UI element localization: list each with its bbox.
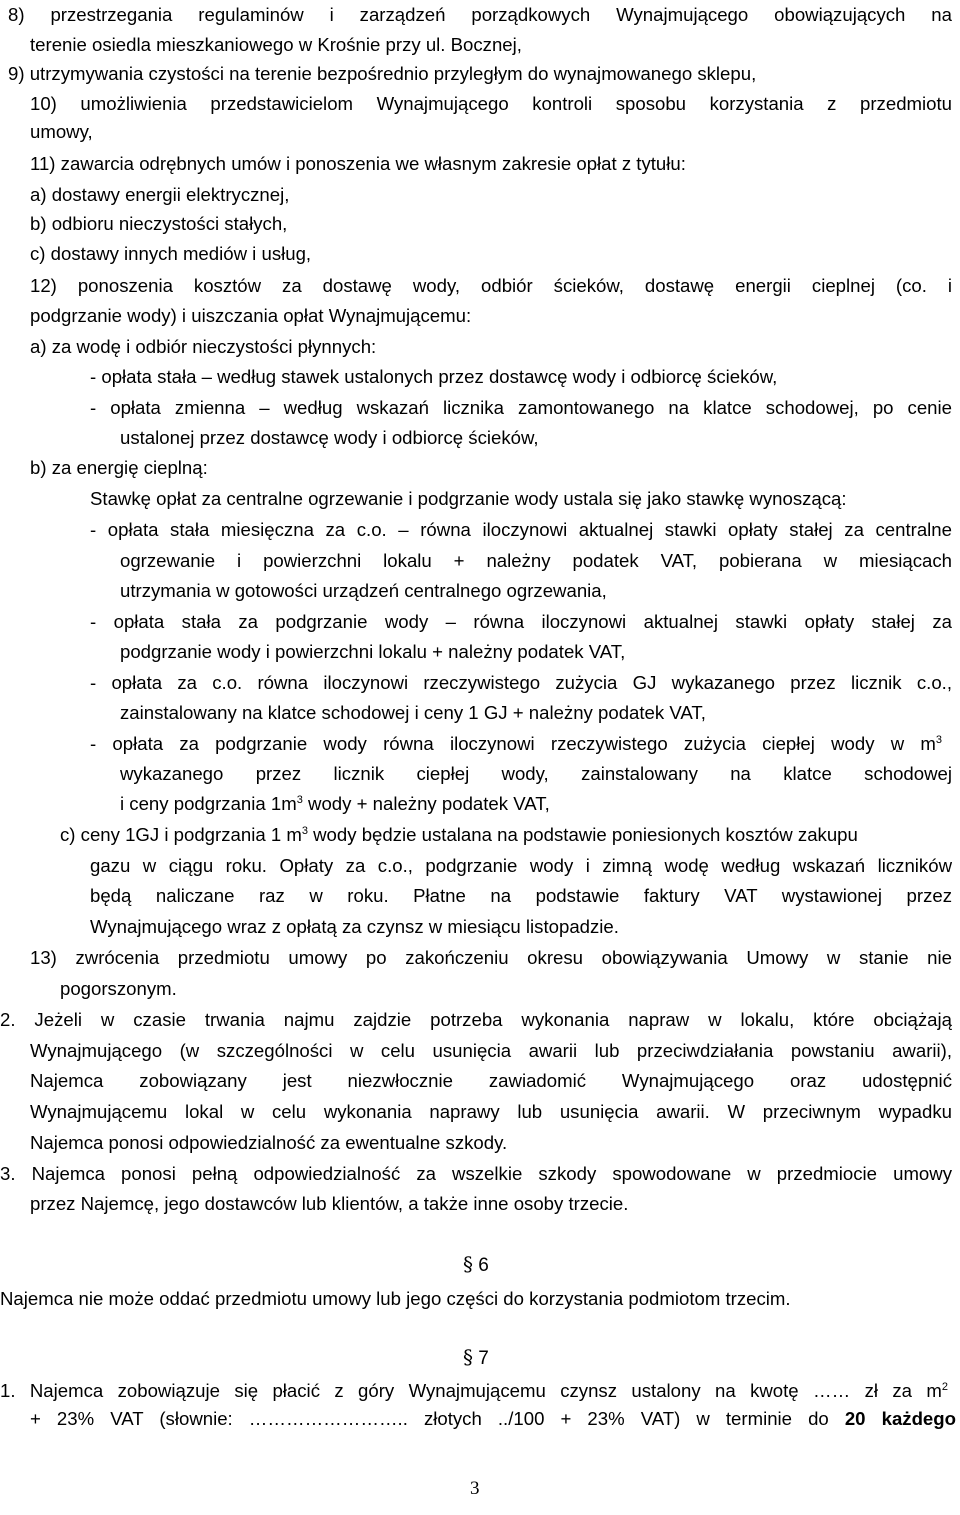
- text-line: b) odbioru nieczystości stałych,: [30, 213, 288, 234]
- text-line: - opłata za c.o. równa iloczynowi rzeczywistego zużycia GJ wykazanego przez licznik c.o.,: [90, 672, 952, 693]
- section-7-line-2: + 23% VAT (słownie: …………………….. złotych ../100 + 23% VAT) w terminie do 20 każdego: [30, 1408, 956, 1429]
- text-line: c) dostawy innych mediów i usług,: [30, 243, 312, 264]
- text-line: pogorszonym.: [60, 978, 177, 999]
- text-line: 8) przestrzegania regulaminów i zarządzeń porządkowych Wynajmującego obowiązujących na: [8, 4, 952, 25]
- text-line: 3. Najemca ponosi pełną odpowiedzialność za wszelkie szkody spowodowane w przedmiocie umowy: [0, 1163, 952, 1184]
- section-7-line-1: 1. Najemca zobowiązuje się płacić z góry Wynajmującemu czynsz ustalony na kwotę …… zł za $m^2$: [0, 1380, 948, 1401]
- text-line: - opłata za podgrzanie wody równa iloczynowi rzeczywistego zużycia ciepłej wody w $m^3$: [90, 733, 942, 754]
- text-line: będą naliczane raz w roku. Płatne na podstawie faktury VAT wystawionej przez: [90, 885, 952, 906]
- text-line: przez Najemcę, jego dostawców lub klientów, a także inne osoby trzecie.: [30, 1193, 629, 1214]
- text-line: 13) zwrócenia przedmiotu umowy po zakończeniu okresu obowiązywania Umowy w stanie nie: [30, 947, 952, 968]
- text-line: Najemca ponosi odpowiedzialność za ewentualne szkody.: [30, 1132, 508, 1153]
- text-line: a) za wodę i odbiór nieczystości płynnych:: [30, 336, 377, 357]
- text-line: i ceny podgrzania $1m^3$ wody + należny podatek VAT,: [120, 793, 550, 814]
- text-line: 2. Jeżeli w czasie trwania najmu zajdzie potrzeba wykonania napraw w lokalu, które obciążają: [0, 1009, 952, 1030]
- text-line: wykazanego przez licznik ciepłej wody, zainstalowany na klatce schodowej: [120, 763, 952, 784]
- section-7-heading: § 7: [463, 1345, 489, 1369]
- text-line: Wynajmującego (w szczególności w celu usunięcia awarii lub przeciwdziałania powstaniu awarii),: [30, 1040, 952, 1061]
- text-line: - opłata stała miesięczna za c.o. – równa iloczynowi aktualnej stawki opłaty stałej za centralne: [90, 519, 952, 540]
- text-line: utrzymania w gotowości urządzeń centralnego ogrzewania,: [120, 580, 607, 601]
- text-line: umowy,: [30, 121, 93, 142]
- text-line: 12) ponoszenia kosztów za dostawę wody, odbiór ścieków, dostawę energii cieplnej (co. i: [30, 275, 952, 296]
- text-line: Wynajmującego wraz z opłatą za czynsz w miesiącu listopadzie.: [90, 916, 619, 937]
- section-6-heading: § 6: [463, 1252, 489, 1276]
- text-line: podgrzanie wody) i uiszczania opłat Wynajmującemu:: [30, 305, 472, 326]
- text-line: b) za energię cieplną:: [30, 457, 208, 478]
- text-line: - opłata stała za podgrzanie wody – równa iloczynowi aktualnej stawki opłaty stałej za: [90, 611, 952, 632]
- text-line: podgrzanie wody i powierzchni lokalu + należny podatek VAT,: [120, 641, 626, 662]
- text-line: ustalonej przez dostawcę wody i odbiorcę ścieków,: [120, 427, 539, 448]
- text-line: 9) utrzymywania czystości na terenie bezpośrednio przyległym do wynajmowanego sklepu,: [8, 63, 757, 84]
- text-line: c) ceny 1GJ i podgrzania 1 $m^3$ wody będzie ustalana na podstawie poniesionych kosztów zakupu: [60, 824, 858, 845]
- text-line: 10) umożliwienia przedstawicielom Wynajmującego kontroli sposobu korzystania z przedmiotu: [30, 93, 952, 114]
- text-line: - opłata stała – według stawek ustalonych przez dostawcę wody i odbiorcę ścieków,: [90, 366, 778, 387]
- text-line: gazu w ciągu roku. Opłaty za c.o., podgrzanie wody i zimną wodę według wskazań liczników: [90, 855, 952, 876]
- text-line: terenie osiedla mieszkaniowego w Krośnie przy ul. Bocznej,: [30, 34, 522, 55]
- text-line: a) dostawy energii elektrycznej,: [30, 184, 290, 205]
- page-number: 3: [470, 1478, 480, 1499]
- text-line: Stawkę opłat za centralne ogrzewanie i podgrzanie wody ustala się jako stawkę wynoszącą:: [90, 488, 847, 509]
- section-6-text: Najemca nie może oddać przedmiotu umowy lub jego części do korzystania podmiotom trzecim.: [0, 1288, 791, 1309]
- text-line: ogrzewanie i powierzchni lokalu + należny podatek VAT, pobierana w miesiącach: [120, 550, 952, 571]
- text-line: - opłata zmienna – według wskazań licznika zamontowanego na klatce schodowej, po cenie: [90, 397, 952, 418]
- text-line: 11) zawarcia odrębnych umów i ponoszenia we własnym zakresie opłat z tytułu:: [30, 153, 686, 174]
- text-line: zainstalowany na klatce schodowej i ceny 1 GJ + należny podatek VAT,: [120, 702, 706, 723]
- text-line: Najemca zobowiązany jest niezwłocznie zawiadomić Wynajmującego oraz udostępnić: [30, 1070, 952, 1091]
- text-line: Wynajmującemu lokal w celu wykonania naprawy lub usunięcia awarii. W przeciwnym wypadku: [30, 1101, 952, 1122]
